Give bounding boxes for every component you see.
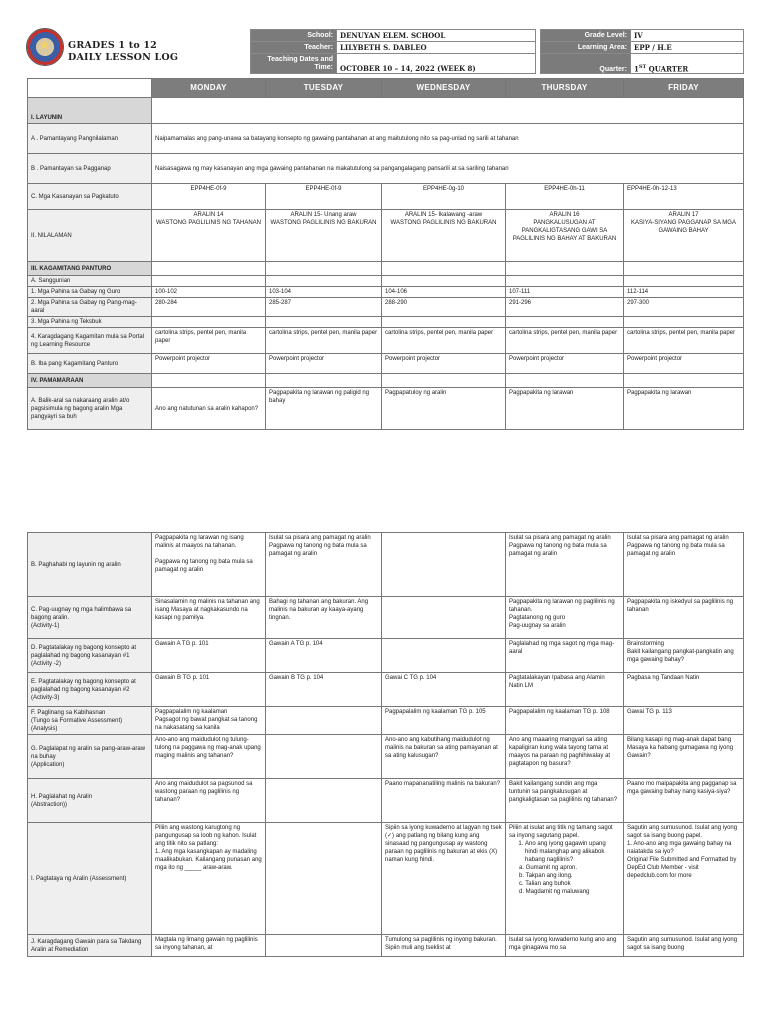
konsepto1-fri: Brainstorming Bakit kailangang pangkat-pangkatin ang mga gawaing bahay? bbox=[624, 639, 744, 673]
kabihasnan-wed: Pagpapalalim ng kaalaman TG p. 105 bbox=[382, 707, 506, 735]
halimbawa-tue: Bahagi ng tahanan ang bakuran. Ang malinis na bakuran ay kaaya-ayang tingnan. bbox=[266, 597, 382, 639]
lesson-table-page2 bbox=[27, 532, 744, 957]
guro-mon: 100-102 bbox=[152, 287, 266, 298]
grade-value: IV bbox=[631, 30, 744, 42]
school-label: School: bbox=[251, 30, 337, 42]
row-label-konsepto2: E. Pagtatalakay ng bagong konsepto at paglalahad ng bagong kasanayan #2 (Activity-3) bbox=[28, 673, 152, 707]
halimbawa-wed bbox=[382, 597, 506, 639]
konsepto1-thu: Paglalahad ng mga sagot ng mga mag-aaral bbox=[506, 639, 624, 673]
guro-tue: 103-104 bbox=[266, 287, 382, 298]
iba-mon: Powerpoint projector bbox=[152, 354, 266, 374]
kabihasnan-thu: Pagpapalalim ng kaalaman TG p. 108 bbox=[506, 707, 624, 735]
karagdagang-mon: cartolina strips, pentel pen, manila paper bbox=[152, 328, 266, 354]
karagdagang-wed: cartolina strips, pentel pen, manila paper bbox=[382, 328, 506, 354]
guro-fri: 112-114 bbox=[624, 287, 744, 298]
remediation-wed: Tumulong sa paglilinis ng inyong bakuran. Sipiin muli ang tseklist at bbox=[382, 935, 506, 957]
pagtataya-fri: Sagutin ang sumusunod. Isulat ang iyong sagot sa isang buong papel. 1. Ano-ano ang mga gawaing bahay na naiatakda sa iyo? Original File Submitted and Formatted by DepEd Club Member - visit depedclub.com for more bbox=[624, 823, 744, 935]
pagtataya-thu-intro: Piliin at isulat ang titik ng tamang sagot sa inyong sagutang papel. bbox=[509, 825, 613, 839]
corner-cell bbox=[28, 79, 152, 98]
kasanayan-tue: EPP4HE-0f-9 bbox=[266, 184, 382, 210]
paglalapat-tue bbox=[266, 735, 382, 779]
konsepto2-wed: Gawai C TG p. 104 bbox=[382, 673, 506, 707]
row-label-pagganap: B . Pamantayan sa Pagganap bbox=[28, 154, 152, 184]
konsepto2-thu: Pagtatalakayan Ipabasa ang Alamin Natin LM bbox=[506, 673, 624, 707]
remediation-fri: Sagutin ang sumusunod. Isulat ang iyong sagot sa isang buong bbox=[624, 935, 744, 957]
area-label: Learning Area: bbox=[541, 42, 631, 54]
karagdagang-tue: cartolina strips, pentel pen, manila paper bbox=[266, 328, 382, 354]
quarter-value bbox=[631, 54, 744, 74]
kabihasnan-mon: Pagpapalalim ng kaalaman Pagsagot ng bawat pangkat sa tanong na nakasatang sa kanila bbox=[152, 707, 266, 735]
paglalahat-tue bbox=[266, 779, 382, 823]
dates-label-line2: Time: bbox=[314, 63, 333, 71]
halimbawa-fri: Pagpapakita ng iskedyul sa paglilinis ng tahanan bbox=[624, 597, 744, 639]
kasanayan-thu: EPP4HE-0h-11 bbox=[506, 184, 624, 210]
konsepto1-wed bbox=[382, 639, 506, 673]
konsepto1-tue: Gawain A TG p. 104 bbox=[266, 639, 382, 673]
row-label-pamantayang: A . Pamantayang Pangnilalaman bbox=[28, 124, 152, 154]
layunin-wed bbox=[382, 533, 506, 597]
row-label-nilalaman: II. NILALAMAN bbox=[28, 210, 152, 262]
row-label-paglalahat: H. Paglalahat ng Aralin (Abstraction)) bbox=[28, 779, 152, 823]
day-header-wednesday: WEDNESDAY bbox=[382, 79, 506, 98]
dates-label-line1: Teaching Dates and bbox=[267, 55, 333, 63]
choice-d: d. Magdamit ng maluwang bbox=[519, 889, 590, 895]
quarter-number: 1 bbox=[634, 64, 639, 73]
magaaral-fri: 297-300 bbox=[624, 298, 744, 317]
pagtataya-mon-item: 1. Ang mga kasangkapan ay madaling maalikabukan. Kailangang punasan ang mga ito ng _____ araw-araw. bbox=[155, 849, 262, 871]
layunin-tue: Isulat sa pisara ang pamagat ng aralin Pagpawa ng tanong ng bata mula sa pamagat ng aralin bbox=[266, 533, 382, 597]
paglalapat-thu: Ano ang maaaring mangyari sa ating kapaligiran kung wala tayong tama at maayos na paraan ng paghihiwalay at pagtatapon ng basura? bbox=[506, 735, 624, 779]
kasanayan-fri: EPP4HE-0h-12-13 bbox=[624, 184, 744, 210]
title-line-1: GRADES 1 to 12 bbox=[68, 40, 157, 51]
iba-thu: Powerpoint projector bbox=[506, 354, 624, 374]
grade-label: Grade Level: bbox=[541, 30, 631, 42]
paglalahat-fri: Paano mo maipapakita ang pagganap sa mga gawaing bahay nang kasiya-siya? bbox=[624, 779, 744, 823]
layunin-blank bbox=[152, 98, 744, 124]
karagdagang-fri: cartolina strips, pentel pen, manila paper bbox=[624, 328, 744, 354]
paglalahat-mon: Ano ang maidudulot sa pagsunod sa wastong paraan ng paglilinis ng tahanan? bbox=[152, 779, 266, 823]
paglalapat-mon: Ano-ano ang maidudulot ng tulung-tulong na paggawa ng mag-anak upang maging malinis ang tahanan? bbox=[152, 735, 266, 779]
quarter-label: Quarter: bbox=[541, 54, 631, 74]
magaaral-tue: 285-287 bbox=[266, 298, 382, 317]
iba-wed: Powerpoint projector bbox=[382, 354, 506, 374]
layunin-fri: Isulat sa pisara ang pamagat ng aralin Pagpawa ng tanong ng bata mula sa pamagat ng aralin bbox=[624, 533, 744, 597]
pamantayang-text: Naipamamalas ang pang-unawa sa batayang konsepto ng gawaing pantahanan at ang maitutulong nito sa pag-unlad ng sarili at tahanan bbox=[152, 124, 744, 154]
area-value: EPP / H.E bbox=[631, 42, 744, 54]
iba-tue: Powerpoint projector bbox=[266, 354, 382, 374]
balik-fri: Pagpapakita ng larawan bbox=[624, 388, 744, 430]
halimbawa-thu: Pagpapakita ng larawan ng paglilinis ng tahanan. Pagtatanong ng guro Pag-uugnay sa aralin bbox=[506, 597, 624, 639]
pagtataya-tue bbox=[266, 823, 382, 935]
konsepto2-tue: Gawain B TG p. 104 bbox=[266, 673, 382, 707]
konsepto2-mon: Gawain B TG p. 101 bbox=[152, 673, 266, 707]
pagtataya-mon bbox=[152, 823, 266, 935]
row-label-kasanayan: C. Mga Kasanayan sa Pagkatuto bbox=[28, 184, 152, 210]
pagtataya-thu-choices bbox=[519, 864, 620, 896]
remediation-thu: Isulat sa iyong kuwaderno kung ano ang mga ginagawa mo sa bbox=[506, 935, 624, 957]
row-label-magaaral: 2. Mga Pahina sa Gabay ng Pang-mag-aaral bbox=[28, 298, 152, 317]
layunin-thu: Isulat sa pisara ang pamagat ng aralin Pagpawa ng tanong ng bata mula sa pamagat ng aralin bbox=[506, 533, 624, 597]
teacher-label: Teacher: bbox=[251, 42, 337, 54]
section-kagamitang: III. KAGAMITANG PANTURO bbox=[28, 262, 152, 276]
row-label-guro: 1. Mga Pahina sa Gabay ng Guro bbox=[28, 287, 152, 298]
quarter-text: QUARTER bbox=[646, 64, 689, 73]
paglalahat-wed: Paano mapananatiling malinis na bakuran? bbox=[382, 779, 506, 823]
magaaral-thu: 291-296 bbox=[506, 298, 624, 317]
pagganap-text: Naisasagawa ng may kasanayan ang mga gawaing pantahanan na makatutulong sa pangangalagang pansarili at sa sariling tahanan bbox=[152, 154, 744, 184]
day-header-friday: FRIDAY bbox=[624, 79, 744, 98]
day-header-monday: MONDAY bbox=[152, 79, 266, 98]
document-title bbox=[68, 40, 178, 64]
paglalahat-thu: Bakit kailangang sundin ang mga tuntunin sa pangkalusugan at pangkaligtasan sa paglilinis ng tahanan? bbox=[506, 779, 624, 823]
choice-a: a. Gumamit ng apron. bbox=[519, 865, 578, 871]
row-label-remediation: J. Karagdagang Gawain para sa Takdang Aralin at Remediation bbox=[28, 935, 152, 957]
row-label-karagdagang: 4. Karagdagang Kagamitan mula sa Portal ng Learning Resource bbox=[28, 328, 152, 354]
title-line-2: DAILY LESSON LOG bbox=[68, 52, 179, 63]
layunin-mon: Pagpapakita ng larawan ng isang malinis at maayos na tahanan. Pagpawa ng tanong ng bata mula sa pamagat ng aralin bbox=[152, 533, 266, 597]
dates-value: OCTOBER 10 – 14, 2022 (WEEK 8) bbox=[337, 54, 536, 74]
magaaral-wed: 288-290 bbox=[382, 298, 506, 317]
paglalapat-wed: Ano-ano ang kabutihang maidudulot ng malinis na bakuran sa ating pamayanan at sa ating kalusugan? bbox=[382, 735, 506, 779]
choice-b: b. Takpan ang ilong. bbox=[519, 873, 573, 879]
choice-c: c. Talian ang buhok bbox=[519, 881, 571, 887]
pagtataya-wed: Sipiin sa iyong kuwaderno at lagyan ng tsek (✓) ang patlang ng bilang kung ang sinasaad ng pangungusap ay wastong paraan ng paglilinis ng bakuran at ekis (X) naman kung hindi. bbox=[382, 823, 506, 935]
row-label-halimbawa: C. Pag-uugnay ng mga halimbawa sa bagong aralin. (Activity-1) bbox=[28, 597, 152, 639]
row-label-kabihasnan: F. Paglinang sa Kabihasnan (Tungo sa Formative Assessment) (Analysis) bbox=[28, 707, 152, 735]
row-label-paglalapat: G. Paglalapat ng aralin sa pang-araw-araw na buhay (Application) bbox=[28, 735, 152, 779]
grade-info-table bbox=[540, 29, 744, 74]
header bbox=[24, 26, 744, 76]
kasanayan-mon: EPP4HE-0f-9 bbox=[152, 184, 266, 210]
nilalaman-thu: ARALIN 16 PANGKALUSUGAN AT PANGKALIGTASANG GAWI SA PAGLILINIS NG BAHAY AT BAKURAN bbox=[506, 210, 624, 262]
school-info-table bbox=[250, 29, 536, 74]
pagtataya-mon-intro: Piliin ang wastong karugtong ng pangungusap sa loob ng kahon. Isulat ang titik nito sa patlang: bbox=[155, 825, 257, 847]
section-pamamaraan: IV. PAMAMARAAN bbox=[28, 374, 152, 388]
kabihasnan-fri: Gawai TG p. 113 bbox=[624, 707, 744, 735]
nilalaman-tue: ARALIN 15- Unang araw WASTONG PAGLILINIS NG BAKURAN bbox=[266, 210, 382, 262]
dates-label bbox=[251, 54, 337, 74]
pagtataya-thu-item: 1. Ano ang iyong gagawin upang hindi malanghap ang alikabok habang naglilinis? bbox=[525, 840, 620, 864]
section-layunin: I. LAYUNIN bbox=[28, 98, 152, 124]
guro-wed: 104-106 bbox=[382, 287, 506, 298]
balik-thu: Pagpapakita ng larawan bbox=[506, 388, 624, 430]
nilalaman-wed: ARALIN 15- Ikalawang -araw WASTONG PAGLILINIS NG BAKURAN bbox=[382, 210, 506, 262]
teacher-value: LILYBETH S. DABLEO bbox=[337, 42, 536, 54]
konsepto2-fri: Pagbasa ng Tandaan Natin bbox=[624, 673, 744, 707]
nilalaman-fri: ARALIN 17 KASIYA-SIYANG PAGGANAP SA MGA GAWAING BAHAY bbox=[624, 210, 744, 262]
row-label-konsepto1: D. Pagtatalakay ng bagong konsepto at paglalahad ng bagong kasanayan #1 (Activity -2) bbox=[28, 639, 152, 673]
remediation-mon: Magtala ng limang gawain ng paglilinis sa inyong tahanan, at bbox=[152, 935, 266, 957]
magaaral-mon: 280-284 bbox=[152, 298, 266, 317]
row-label-iba: B. Iba pang Kagamitang Panturo bbox=[28, 354, 152, 374]
row-label-layunin-aralin: B. Paghahabi ng layunin ng aralin bbox=[28, 533, 152, 597]
pagtataya-thu bbox=[506, 823, 624, 935]
kasanayan-wed: EPP4HE-0g-10 bbox=[382, 184, 506, 210]
iba-fri: Powerpoint projector bbox=[624, 354, 744, 374]
lesson-table-page1 bbox=[27, 78, 744, 430]
halimbawa-mon: Sinasalamin ng malinis na tahanan ang isang Masaya at nagkakasundo na kasapi ng pamilya. bbox=[152, 597, 266, 639]
pagtataya-thu-list bbox=[517, 840, 620, 864]
school-value: DENUYAN ELEM. SCHOOL bbox=[337, 30, 536, 42]
quarter-suffix: ST bbox=[638, 63, 647, 70]
row-label-pagtataya: I. Pagtataya ng Aralin (Assessment) bbox=[28, 823, 152, 935]
nilalaman-mon: ARALIN 14 WASTONG PAGLILINIS NG TAHANAN bbox=[152, 210, 266, 262]
paglalapat-fri: Bilang kasapi ng mag-anak dapat bang Masaya ka habang gumagawa ng iyong Gawain? bbox=[624, 735, 744, 779]
day-header-tuesday: TUESDAY bbox=[266, 79, 382, 98]
balik-tue: Pagpapakita ng larawan ng paligid ng bahay bbox=[266, 388, 382, 430]
day-header-thursday: THURSDAY bbox=[506, 79, 624, 98]
kabihasnan-tue bbox=[266, 707, 382, 735]
balik-wed: Pagpapatuloy ng aralin bbox=[382, 388, 506, 430]
karagdagang-thu: cartolina strips, pentel pen, manila paper bbox=[506, 328, 624, 354]
remediation-tue bbox=[266, 935, 382, 957]
row-label-sanggunian: A. Sanggunian bbox=[28, 276, 152, 287]
guro-thu: 107-111 bbox=[506, 287, 624, 298]
balik-mon: Ano ang natutunan sa aralin kahapon? bbox=[152, 388, 266, 430]
row-label-teksbuk: 3. Mga Pahina ng Teksbuk bbox=[28, 317, 152, 328]
row-label-balik-aral: A. Balik-aral sa nakaraang aralin at/o pagsisimula ng bagong aralin Mga pangyayri sa buh bbox=[28, 388, 152, 430]
konsepto1-mon: Gawain A TG p. 101 bbox=[152, 639, 266, 673]
deped-seal-icon bbox=[26, 28, 64, 66]
